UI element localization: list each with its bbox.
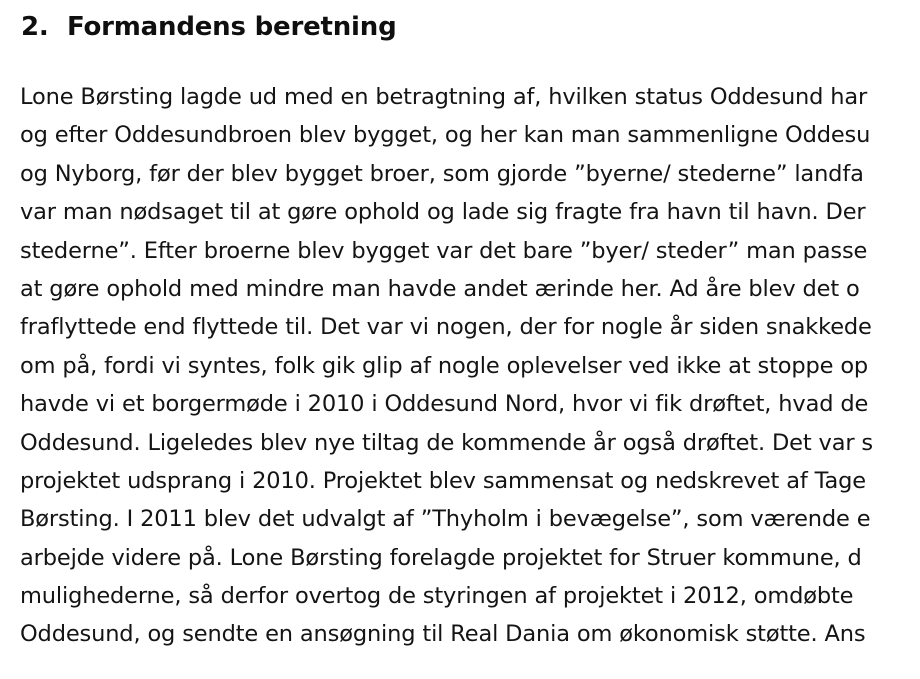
text-line: projektet udsprang i 2010. Projektet blev sammensat og nedskrevet af Tage xyxy=(20,467,866,494)
text-line: Børsting. I 2011 blev det udvalgt af ”Thyholm i bevægelse”, som værende e xyxy=(20,506,871,533)
text-line: havde vi et borgermøde i 2010 i Oddesund Nord, hvor vi fik drøftet, hvad de xyxy=(20,391,869,418)
body-paragraph xyxy=(20,78,920,654)
text-line: og Nyborg, før der blev bygget broer, som gjorde ”byerne/ stederne” landfa xyxy=(20,160,864,187)
text-line: arbejde videre på. Lone Børsting forelagde projektet for Struer kommune, d xyxy=(20,544,862,571)
text-line: var man nødsaget til at gøre ophold og lade sig fragte fra havn til havn. Der xyxy=(20,199,866,226)
section-title: Formandens beretning xyxy=(67,12,397,42)
text-line: at gøre ophold med mindre man havde andet ærinde her. Ad åre blev det o xyxy=(20,275,860,302)
text-line: og efter Oddesundbroen blev bygget, og her kan man sammenligne Oddesu xyxy=(20,122,871,149)
text-line: Oddesund, og sendte en ansøgning til Real Dania om økonomisk støtte. Ans xyxy=(20,621,866,648)
text-line: Lone Børsting lagde ud med en betragtning af, hvilken status Oddesund har xyxy=(20,84,868,110)
text-line: mulighederne, så derfor overtog de styringen af projektet i 2012, omdøbte xyxy=(20,583,854,610)
section-number: 2. xyxy=(21,12,49,42)
text-line: om på, fordi vi syntes, folk gik glip af nogle oplevelser ved ikke at stoppe op xyxy=(20,352,869,379)
section-heading xyxy=(21,9,397,45)
text-line: fraflyttede end flyttede til. Det var vi nogen, der for nogle år siden snakkede xyxy=(20,314,872,341)
text-line: stederne”. Efter broerne blev bygget var det bare ”byer/ steder” man passe xyxy=(20,237,868,264)
text-line: Oddesund. Ligeledes blev nye tiltag de kommende år også drøftet. Det var s xyxy=(20,429,874,456)
